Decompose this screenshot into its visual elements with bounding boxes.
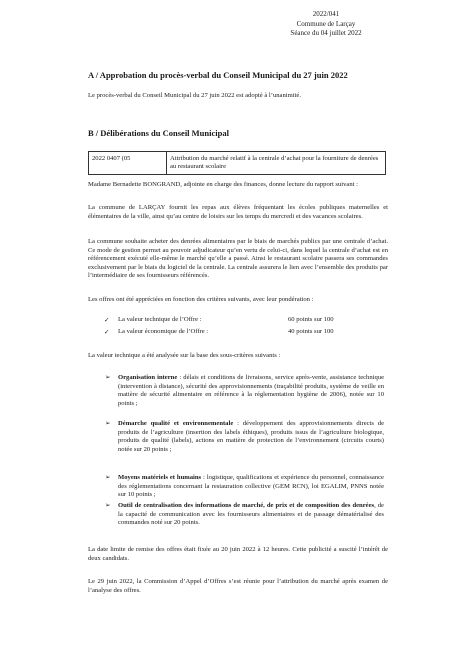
criterion-label: La valeur économique de l’Offre :: [118, 328, 209, 335]
criterion-label: La valeur technique de l’Offre :: [118, 316, 202, 323]
subcriterion-title: Moyens matériels et humains: [118, 474, 202, 481]
subcriterion-item: [105, 374, 384, 408]
arrow-bullet-icon: ➢: [105, 502, 111, 509]
criterion-row: [104, 316, 384, 324]
deliberation-box: [88, 151, 386, 175]
checkmark-icon: ✓: [104, 329, 110, 336]
subcriterion-text: , de la capacité de communication avec les fournisseurs alimentaires et de passage dématérialisé des commandes noté sur 20 points.: [118, 502, 384, 527]
subcriterion-item: [105, 474, 384, 500]
criterion-value: 40 points sur 100: [288, 328, 334, 335]
deliberation-number: 2022/041: [312, 10, 340, 18]
document-header: [286, 10, 366, 39]
paragraph-5: La date limite de remise des offres était fixée au 20 juin 2022 à 12 heures. Cette publicité a suscité l’intérêt de deux candidats.: [88, 546, 388, 562]
subcriterion-item: [105, 502, 384, 528]
commune-name: Commune de Larçay: [296, 19, 356, 28]
subcriterion-title: Outil de centralisation des informations de marché, de prix et de composition des denrées: [118, 502, 375, 509]
paragraph-6: Le 29 juin 2022, la Commission d’Appel d’Offres s’est réunie pour l’attribution du marché après examen de l’analyse des offres.: [88, 578, 388, 594]
deliberation-ref: 2022 0407 (05: [89, 152, 167, 174]
subcriterion-item: [105, 420, 385, 454]
intro-paragraph: Madame Bernadette BONGRAND, adjointe en charge des finances, donne lecture du rapport suivant :: [88, 181, 358, 188]
subcriterion-title: Organisation interne: [118, 374, 178, 381]
criterion-row: [104, 328, 384, 336]
checkmark-icon: ✓: [104, 317, 110, 324]
subcriterion-text: : délais et conditions de livraisons, service après-vente, assistance technique (intervention à distance), sécurité des approvisionnements (traçabilité produits, système de veille en matière de sécurité alimentaire en référence à la réglementation hygiène de 2006), notée sur 10 points ;: [118, 374, 384, 407]
arrow-bullet-icon: ➢: [105, 420, 111, 427]
paragraph-1: La commune de LARÇAY fournit les repas aux élèves fréquentant les écoles publiques maternelles et élémentaires de la ville, ainsi qu’au centre de loisirs sur les temps du mercredi et des vacances scolaires.: [88, 204, 388, 220]
subcriterion-text: : développement des approvisionnements directs de produits de l’agriculture (insertion des labels éthiques), produits issus de l’agriculture biologique, produits de qualité (labels), actions en matière de protection de l’environnement (circuits courts) notée sur 20 points ;: [118, 420, 385, 453]
paragraph-4: La valeur technique a été analysée sur la base des sous-critères suivants :: [88, 352, 281, 359]
arrow-bullet-icon: ➢: [105, 474, 111, 481]
deliberation-subject: Attribution du marché relatif à la centrale d’achat pour la fourniture de denrées au restaurant scolaire: [170, 155, 379, 171]
paragraph-3: Les offres ont été appréciées en fonction des critères suivants, avec leur pondération :: [88, 296, 314, 303]
section-a-title: A / Approbation du procès-verbal du Conseil Municipal du 27 juin 2022: [88, 70, 348, 80]
section-b-title: B / Délibérations du Conseil Municipal: [88, 128, 229, 138]
criterion-value: 60 points sur 100: [288, 316, 334, 323]
seance-date: Séance du 04 juillet 2022: [290, 29, 362, 37]
subcriterion-title: Démarche qualité et environnementale: [118, 420, 234, 427]
arrow-bullet-icon: ➢: [105, 374, 111, 381]
section-a-text: Le procès-verbal du Conseil Municipal du 27 juin 2022 est adopté à l’unanimité.: [88, 92, 301, 99]
subcriterion-text: : logistique, qualifications et expérience du personnel, connaissance des réglementations concernant la restauration collective (GEM RCN), loi EGALIM, PNNS notée sur 10 points ;: [118, 474, 384, 499]
paragraph-2: La commune souhaite acheter des denrées alimentaires par le biais de marchés publics par une centrale d’achat. Ce mode de gestion permet au pouvoir adjudicateur qu’en vertu de celui-ci, dans lequel la centrale d’achat est en référencement exécuté elle-même le marché qu’elle a passé. Ainsi le restaurant scolaire passera ses commandes exclusivement par le biais du logiciel de la centrale. La centrale assurera le lien avec l’ensemble des produits par l’intermédiaire de ses fournisseurs référencés.: [88, 238, 388, 280]
